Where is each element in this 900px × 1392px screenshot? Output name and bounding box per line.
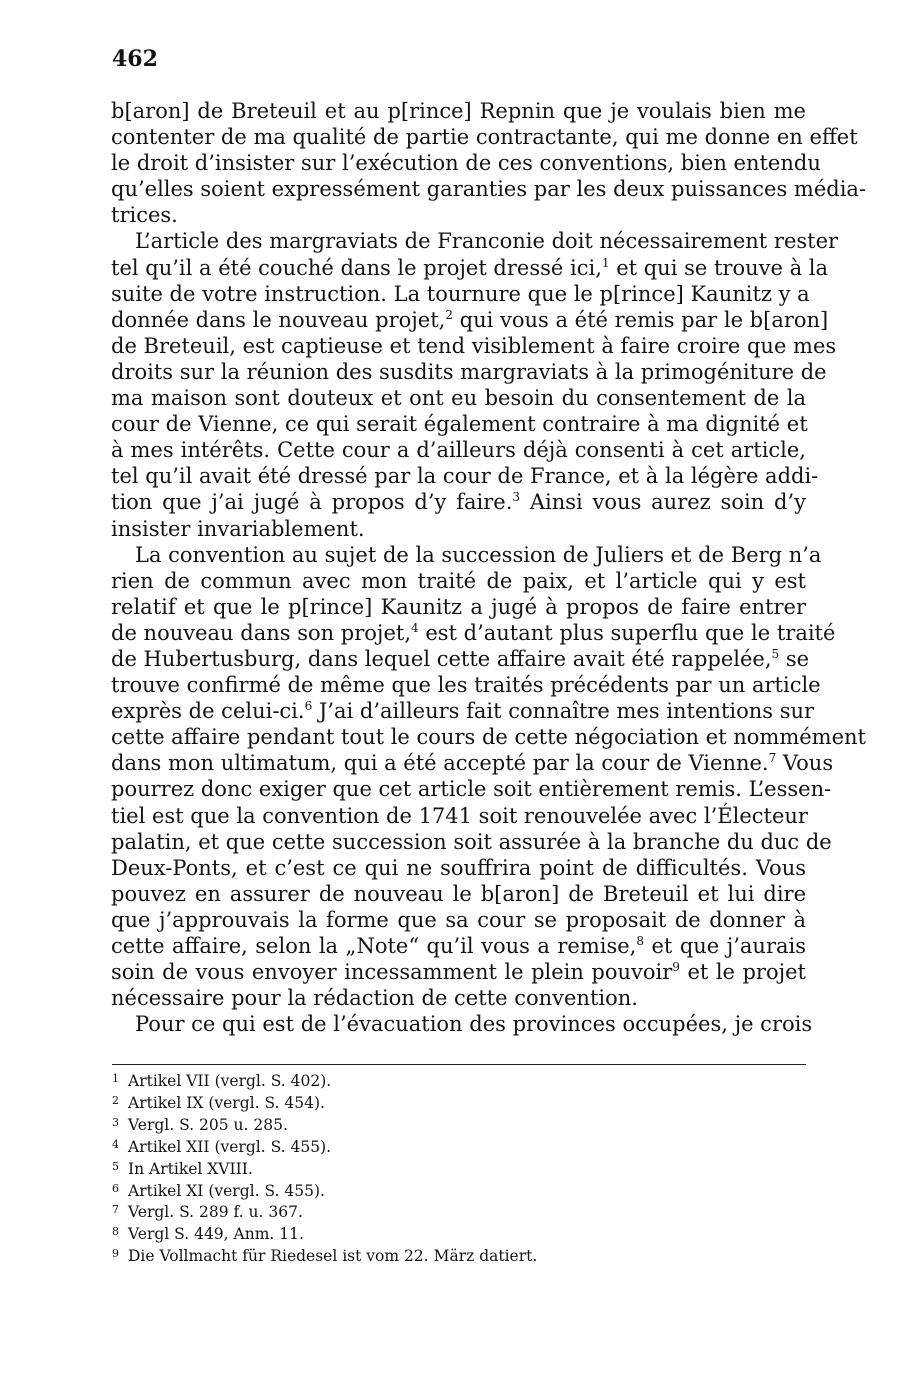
text-line [111, 568, 806, 594]
text-line-content: b[aron] de Breteuil et au p[rince] Repnin que je voulais bien me [111, 99, 806, 123]
text-line [111, 594, 806, 620]
text-line-content: relatif et que le p[rince] Kaunitz a jugé à propos de faire entrer [111, 594, 806, 619]
footnote-text: In Artikel XVIII. [128, 1159, 253, 1178]
text-line-content: La convention au sujet de la succession de Juliers et de Berg n’a [135, 542, 822, 567]
text-line-continuation: qui vous a été remis par le b[aron] [452, 307, 829, 332]
footnote: 1 Artikel VII (vergl. S. 402). [112, 1072, 332, 1090]
text-line [111, 202, 806, 228]
text-line [111, 437, 806, 463]
text-line-content: tel qu’il a été couché dans le projet dressé ici, [111, 255, 602, 280]
text-line [111, 1011, 813, 1037]
text-line-content: pouvez en assurer de nouveau le b[aron] de Breteuil et lui dire [111, 881, 806, 906]
text-line [111, 985, 806, 1011]
text-line [111, 724, 866, 750]
text-line [111, 620, 836, 646]
footnote: 7 Vergl. S. 289 f. u. 367. [112, 1203, 303, 1222]
text-line-content: tel qu’il avait été dressé par la cour de France, et à la légère addi- [111, 464, 819, 489]
text-line [111, 750, 834, 776]
footnote-text: Vergl S. 449, Anm. 11. [128, 1225, 304, 1244]
footnote-reference: 4 [411, 620, 419, 635]
footnote-text: Artikel IX (vergl. S. 454). [128, 1093, 325, 1112]
text-line [111, 489, 806, 515]
text-line-continuation: se [779, 646, 810, 671]
text-line-content: nécessaire pour la rédaction de cette convention. [111, 986, 638, 1011]
text-line-content: Deux-Ponts, et c’est ce qui ne souffrira point de difficultés. Vous [111, 855, 806, 880]
text-line-content: de nouveau dans son projet, [111, 620, 411, 645]
text-line-continuation: et qui se trouve à la [609, 255, 829, 280]
text-line-continuation: Ainsi vous aurez soin d’y [520, 490, 806, 515]
text-line-content: pourrez donc exiger que cet article soit entièrement remis. L’essen- [111, 777, 832, 802]
footnote: 5 In Artikel XVIII. [112, 1159, 253, 1178]
text-line [111, 255, 829, 281]
text-line-content: de Hubertusburg, dans lequel cette affaire avait été rappelée, [111, 646, 772, 671]
text-line [111, 907, 806, 933]
text-line [111, 516, 806, 542]
text-line-content: de Breteuil, est captieuse et tend visiblement à faire croire que mes [111, 333, 837, 358]
text-line [111, 411, 806, 437]
footnote-text: Vergl. S. 289 f. u. 367. [128, 1203, 303, 1222]
text-line [111, 855, 806, 881]
footnote-reference: 1 [601, 255, 610, 270]
text-line-content: trices. [111, 203, 178, 228]
footnote-text: Die Vollmacht für Riedesel ist vom 22. März datiert. [128, 1247, 538, 1266]
text-line-content: dans mon ultimatum, qui a été accepté par la cour de Vienne. [111, 751, 769, 776]
text-line-content: tion que j’ai jugé à propos d’y faire. [111, 490, 513, 515]
text-line-content: à mes intérêts. Cette cour a d’ailleurs déjà consenti à cet article, [111, 438, 806, 463]
body-text [111, 98, 867, 1037]
text-line [111, 959, 806, 985]
text-line-content: L’article des margraviats de Franconie doit nécessairement rester [135, 229, 839, 254]
footnote-reference: 7 [768, 751, 777, 766]
text-line-content: le droit d’insister sur l’exécution de ces conventions, bien entendu [111, 151, 821, 176]
footnote-reference: 8 [636, 934, 645, 948]
footnote-reference: 2 [445, 307, 453, 322]
page-number: 462 [112, 46, 158, 72]
footnote-text: Artikel XI (vergl. S. 455). [128, 1181, 325, 1200]
text-line [111, 698, 815, 724]
text-line [111, 463, 819, 489]
footnote-reference: 3 [512, 490, 521, 505]
text-line-content: insister invariablement. [111, 516, 365, 541]
text-line-continuation: et que j’aurais [644, 934, 807, 958]
text-line-content: qu’elles soient expressément garanties par les deux puissances média- [111, 177, 867, 202]
text-line [111, 542, 822, 568]
footnote: 6 Artikel XI (vergl. S. 455). [112, 1181, 325, 1200]
footnote-text: Vergl. S. 205 u. 285. [128, 1115, 288, 1134]
text-line [111, 176, 867, 202]
text-line [111, 333, 837, 359]
text-line [111, 933, 806, 959]
footnote: 3 Vergl. S. 205 u. 285. [112, 1115, 288, 1134]
text-line [111, 385, 806, 411]
text-line-continuation: J’ai d’ailleurs fait connaître mes intentions sur [312, 699, 815, 724]
footnotes [112, 1071, 672, 1268]
text-line [111, 228, 839, 254]
text-line-content: ma maison sont douteux et ont eu besoin du consentement de la [111, 386, 806, 411]
footnote: 8 Vergl S. 449, Anm. 11. [112, 1225, 304, 1244]
text-line-content: donnée dans le nouveau projet, [111, 307, 446, 332]
text-line [111, 776, 832, 802]
text-line-content: soin de vous envoyer incessamment le plein pouvoir [111, 960, 673, 985]
footnote: 4 Artikel XII (vergl. S. 455). [112, 1137, 332, 1156]
footnote-text: Artikel XII (vergl. S. 455). [128, 1137, 332, 1156]
text-line [111, 881, 806, 907]
text-line [111, 803, 806, 829]
text-line-content: droits sur la réunion des susdits margraviats à la primogéniture de [111, 359, 827, 384]
text-line-content: palatin, et que cette succession soit assurée à la branche du duc de [111, 829, 832, 854]
text-line-content: Pour ce qui est de l’évacuation des provinces occupées, je crois [135, 1012, 813, 1037]
text-line-content: cette affaire, selon la „Note“ qu’il vous a remise, [111, 934, 637, 958]
footnote-separator [112, 1064, 806, 1065]
text-line-content: suite de votre instruction. La tournure que le p[rince] Kaunitz y a [111, 281, 810, 306]
text-line [111, 124, 858, 150]
text-line-content: trouve confirmé de même que les traités précédents par un article [111, 673, 821, 698]
text-line [111, 307, 829, 333]
text-line [111, 98, 806, 124]
text-line-content: tiel est que la convention de 1741 soit renouvelée avec l’Électeur [111, 803, 808, 828]
text-line-content: cour de Vienne, ce qui serait également contraire à ma dignité et [111, 412, 808, 437]
text-line [111, 359, 827, 385]
text-line-content: contenter de ma qualité de partie contractante, qui me donne en effet [111, 125, 858, 150]
footnote: 9 Die Vollmacht für Riedesel ist vom 22. März datiert. [112, 1247, 538, 1266]
footnote-reference: 5 [771, 646, 780, 661]
text-line-content: que j’approuvais la forme que sa cour se proposait de donner à [111, 907, 806, 932]
text-line-content: exprès de celui-ci. [111, 699, 305, 724]
text-line [111, 150, 821, 176]
text-line-continuation: est d’autant plus superflu que le traité [418, 620, 836, 645]
footnote-text: Artikel VII (vergl. S. 402). [128, 1072, 332, 1090]
text-line [111, 281, 810, 307]
text-line-content: rien de commun avec mon traité de paix, et l’article qui y est [111, 568, 806, 593]
text-line [111, 646, 810, 672]
footnote: 2 Artikel IX (vergl. S. 454). [112, 1093, 325, 1112]
text-line-continuation: et le projet [679, 960, 806, 985]
text-line [111, 829, 832, 855]
text-line [111, 672, 821, 698]
text-line-content: cette affaire pendant tout le cours de cette négociation et nommément [111, 725, 866, 750]
footnote-reference: 6 [304, 699, 313, 714]
text-line-continuation: Vous [776, 751, 834, 776]
footnote-reference: 9 [672, 960, 680, 975]
